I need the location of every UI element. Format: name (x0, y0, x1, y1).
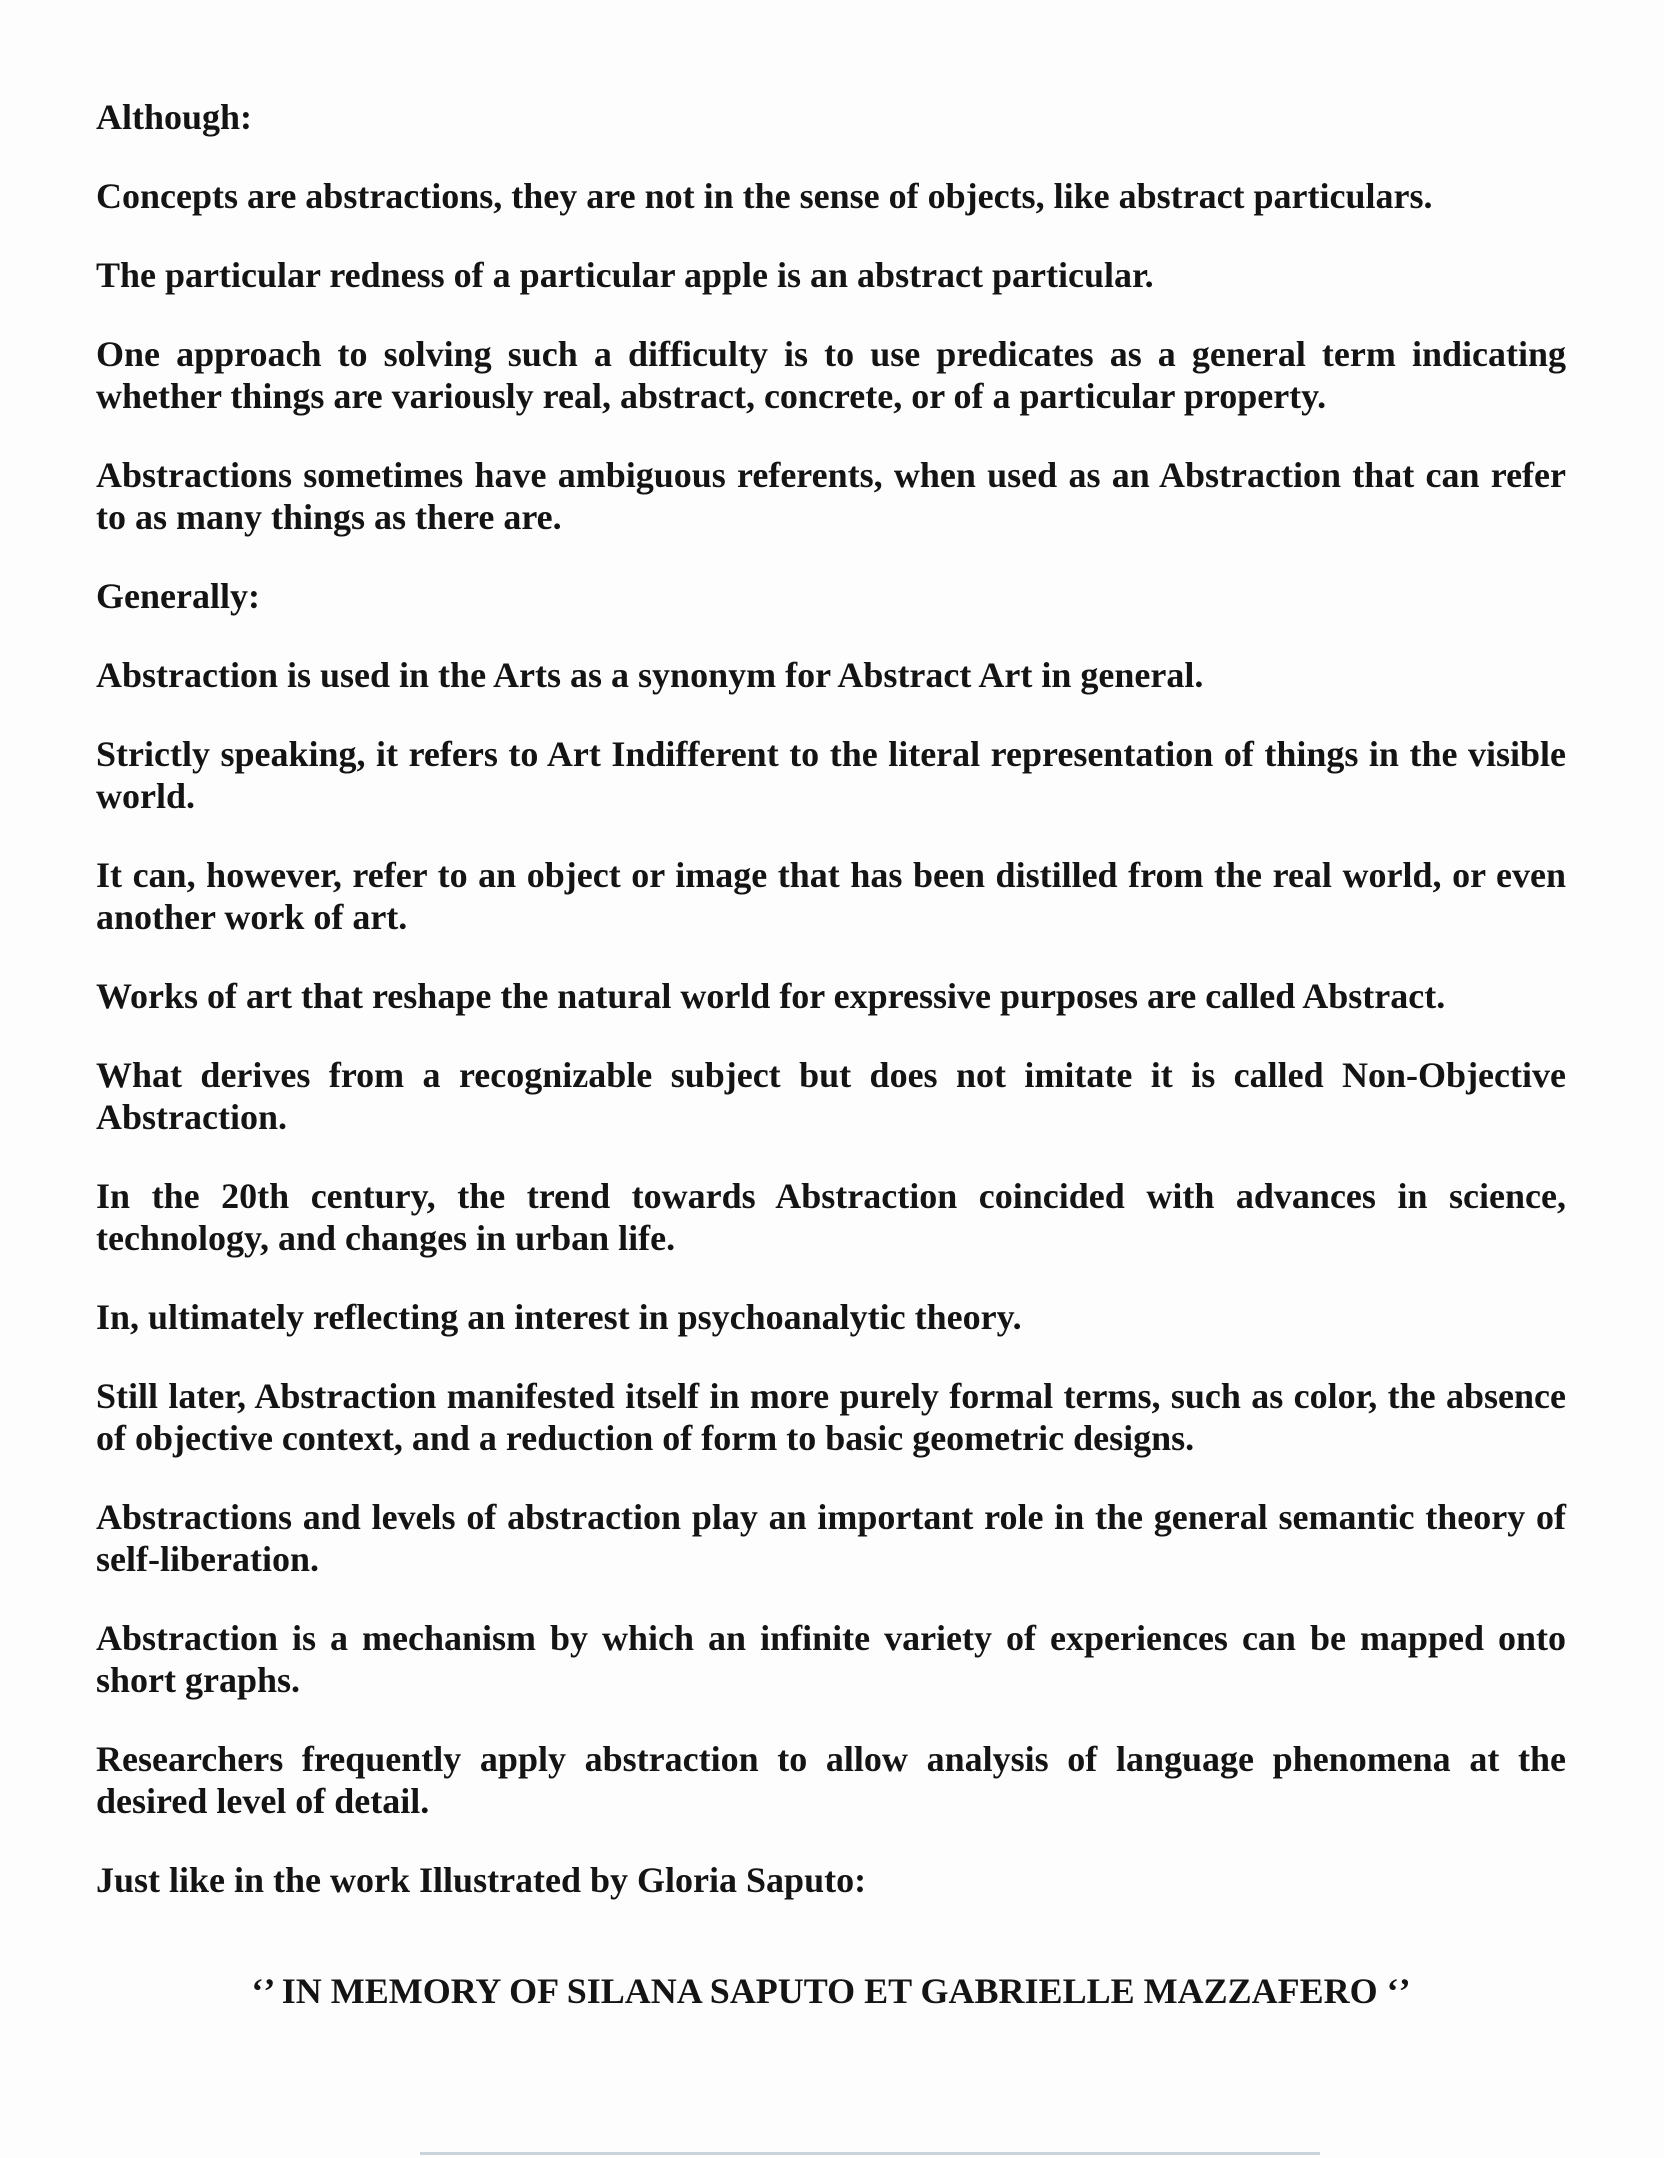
document-body (96, 96, 1566, 1938)
scan-edge-line (420, 2152, 1320, 2155)
paragraph: It can, however, refer to an object or image that has been distilled from the real world, or even another work of art. (96, 855, 1566, 937)
paragraph: Researchers frequently apply abstraction to allow analysis of language phenomena at the desired level of detail. (96, 1739, 1566, 1821)
paragraph: Abstractions sometimes have ambiguous referents, when used as an Abstraction that can refer to as many things as there are. (96, 455, 1566, 537)
heading-although: Although: (96, 97, 253, 137)
paragraph: In, ultimately reflecting an interest in psychoanalytic theory. (96, 1297, 1022, 1337)
paragraph: Just like in the work Illustrated by Gloria Saputo: (96, 1860, 867, 1900)
paragraph: Still later, Abstraction manifested itself in more purely formal terms, such as color, the absence of objective context, and a reduction of form to basic geometric designs. (96, 1376, 1566, 1458)
paragraph: Abstraction is a mechanism by which an infinite variety of experiences can be mapped onto short graphs. (96, 1618, 1566, 1700)
paragraph: Abstractions and levels of abstraction play an important role in the general semantic theory of self-liberation. (96, 1497, 1566, 1579)
paragraph: In the 20th century, the trend towards Abstraction coincided with advances in science, technology, and changes in urban life. (96, 1176, 1566, 1258)
paragraph: The particular redness of a particular apple is an abstract particular. (96, 255, 1154, 295)
paragraph: Abstraction is used in the Arts as a synonym for Abstract Art in general. (96, 655, 1204, 695)
paragraph: What derives from a recognizable subject but does not imitate it is called Non-Objective Abstraction. (96, 1055, 1566, 1137)
dedication-line: ‘’ IN MEMORY OF SILANA SAPUTO ET GABRIELLE MAZZAFERO ‘’ (251, 1971, 1411, 2011)
paragraph: Concepts are abstractions, they are not in the sense of objects, like abstract particulars. (96, 176, 1433, 216)
paragraph: One approach to solving such a difficulty is to use predicates as a general term indicating whether things are variously real, abstract, concrete, or of a particular property. (96, 334, 1566, 416)
heading-generally: Generally: (96, 576, 260, 616)
paragraph: Works of art that reshape the natural world for expressive purposes are called Abstract. (96, 976, 1446, 1016)
paragraph: Strictly speaking, it refers to Art Indifferent to the literal representation of things in the visible world. (96, 734, 1566, 816)
